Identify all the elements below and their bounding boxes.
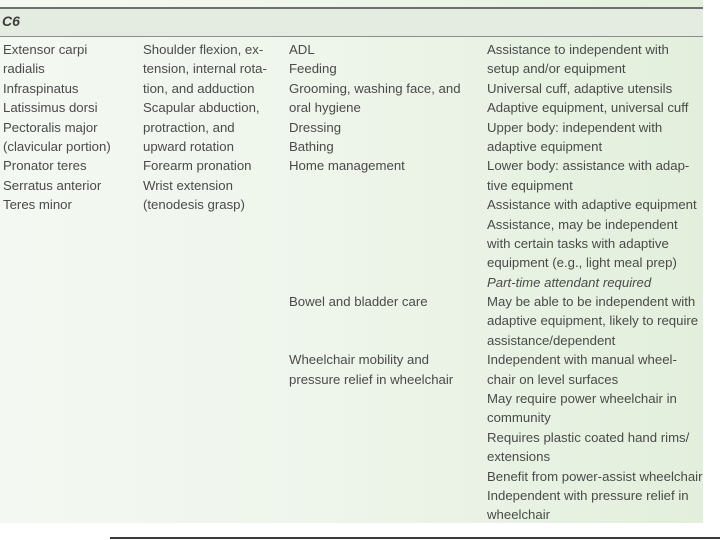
outcome-line: equipment (e.g., light meal prep) <box>487 255 677 271</box>
movements-column <box>143 40 267 215</box>
activity-line: Home management <box>289 158 405 174</box>
activity-line: oral hygiene <box>289 100 361 116</box>
muscle-line: radialis <box>3 61 45 77</box>
outcome-line: community <box>487 410 551 426</box>
muscle-line: Extensor carpi <box>3 42 88 57</box>
outcome-line: May be able to be independent with <box>487 294 696 310</box>
movement-line: Wrist extension <box>143 177 233 193</box>
injury-level-heading: C6 <box>2 13 20 29</box>
outcome-line: assistance/dependent <box>487 332 616 348</box>
outcome-line: Assistance to independent with <box>487 42 669 57</box>
movement-line: Forearm pronation <box>143 158 252 174</box>
outcome-line: setup and/or equipment <box>487 61 626 77</box>
outcome-line: Adaptive equipment, universal cuff <box>487 100 689 116</box>
muscle-line: (clavicular portion) <box>3 138 111 154</box>
outcome-line: Lower body: assistance with adap- <box>487 158 690 174</box>
muscle-line: Latissimus dorsi <box>3 100 98 116</box>
muscle-line: Teres minor <box>3 197 72 213</box>
outcome-line: Assistance, may be independent <box>487 216 678 232</box>
movement-line: tion, and adduction <box>143 80 255 96</box>
activity-line: pressure relief in wheelchair <box>289 371 454 387</box>
outcome-line: adaptive equipment, likely to require <box>487 313 699 329</box>
outcome-line: Benefit from power-assist wheelchair <box>487 468 703 484</box>
muscle-line: Serratus anterior <box>3 177 102 193</box>
bottom-rule <box>110 537 720 539</box>
outcome-line: Independent with pressure relief in <box>487 487 689 503</box>
movement-line: Shoulder flexion, ex- <box>143 42 264 57</box>
header-rule <box>0 36 703 37</box>
activities-column <box>289 40 461 389</box>
outcome-line: Part-time attendant required <box>487 274 652 290</box>
activity-line: Grooming, washing face, and <box>289 80 461 96</box>
outcome-line: adaptive equipment <box>487 138 603 154</box>
activity-line: Bowel and bladder care <box>289 294 428 310</box>
muscle-line: Pectoralis major <box>3 119 98 135</box>
outcome-line: tive equipment <box>487 177 573 193</box>
muscles-column <box>3 40 111 215</box>
outcome-line: Assistance with adaptive equipment <box>487 197 697 213</box>
header-band <box>0 9 703 36</box>
outcome-line: Upper body: independent with <box>487 119 663 135</box>
activity-line: Dressing <box>289 119 342 135</box>
activity-line: Feeding <box>289 61 337 77</box>
outcome-line: with certain tasks with adaptive <box>487 235 669 251</box>
outcome-line: chair on level surfaces <box>487 371 619 387</box>
muscle-line: Infraspinatus <box>3 80 79 96</box>
movement-line: tension, internal rota- <box>143 61 267 77</box>
activity-line: Wheelchair mobility and <box>289 352 429 368</box>
movement-line: protraction, and <box>143 119 235 135</box>
outcome-line: extensions <box>487 449 551 465</box>
outcome-line: May require power wheelchair in <box>487 391 677 407</box>
movement-line: upward rotation <box>143 138 234 154</box>
outcomes-column <box>487 40 702 525</box>
activity-line: ADL <box>289 42 315 57</box>
outcome-line: Independent with manual wheel- <box>487 352 677 368</box>
outcome-line: wheelchair <box>487 507 551 523</box>
outcome-line: Universal cuff, adaptive utensils <box>487 80 673 96</box>
movement-line: Scapular abduction, <box>143 100 260 116</box>
movement-line: (tenodesis grasp) <box>143 197 245 213</box>
muscle-line: Pronator teres <box>3 158 87 174</box>
outcome-line: Requires plastic coated hand rims/ <box>487 429 690 445</box>
activity-line: Bathing <box>289 138 334 154</box>
